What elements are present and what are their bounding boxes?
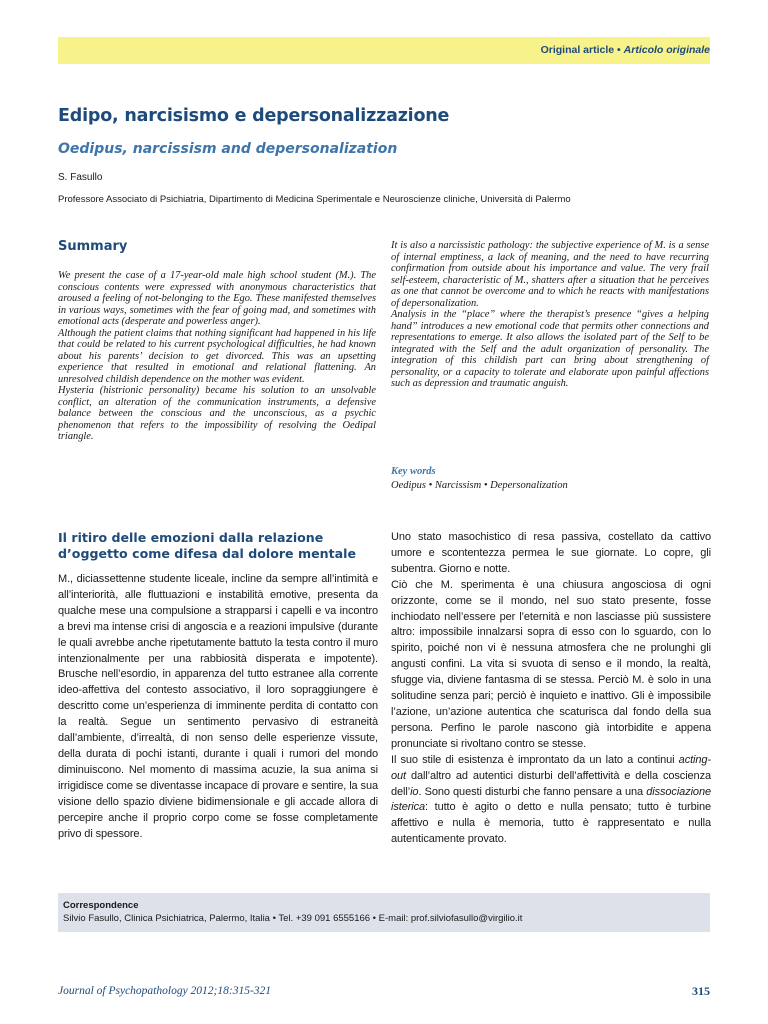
- author: S. Fasullo: [58, 172, 103, 183]
- correspondence-title: Correspondence: [63, 900, 139, 911]
- summary-paragraph: Analysis in the “place” where the therapist’s presence “gives a helping hand” introduces a new emotional code that permits other connections and representations to emerge. It also allows the isolated part of the Self to be integrated with the Self and the adult organization of personality. The integration of this childish part can bring about strengthening of personality, or a capacity to tolerate and elaborate upon painful affections such as depression and traumatic anguish.: [391, 309, 709, 389]
- emphasis-dissociazione: dissociazione isterica: [391, 785, 711, 814]
- summary-paragraph: We present the case of a 17-year-old male high school student (M.). The conscious contents were expressed with anonymous characteristics that aroused a feeling of not-belonging to the Ego. These manifested themselves in various ways, sometimes with the fear of going mad, and sometimes with emotional acts (desperate and powerless anger).: [58, 270, 376, 327]
- text-run: : tutto è agito o detto e nulla pensato; tutto è turbine affettivo e nulla è memoria, tutto è rappresentato e nulla autenticamente provato.: [391, 801, 711, 846]
- article-type-it: Articolo originale: [623, 44, 710, 56]
- keywords-list: Oedipus • Narcissism • Depersonalization: [391, 480, 568, 491]
- emphasis-io: io: [410, 785, 419, 798]
- summary-left-column: [58, 270, 376, 443]
- text-run: Il suo stile di esistenza è improntato da un lato a continui: [391, 753, 679, 766]
- footer-journal-citation: Journal of Psychopathology 2012;18:315-321: [58, 985, 272, 997]
- summary-paragraph: Although the patient claims that nothing significant had happened in his life that could be related to his current psychological difficulties, he had known about his parents’ decision to get divorced. This was an upsetting experience that resulted in emotional and relational flattening. An unresolved childish dependence on the mother was evident.: [58, 327, 376, 385]
- correspondence-box: [58, 893, 710, 932]
- body-left-column: [58, 572, 378, 842]
- bullet-separator: •: [617, 44, 621, 56]
- body-paragraph: Ciò che M. sperimenta è una chiusura angosciosa di ogni orizzonte, come se il mondo, nel suo stato presente, fosse inchiodato nell’essere per l’eternità e non lasciasse più sussistere altro: impossibile innalzarsi sopra di esso con lo sguardo, con lo spirito, poiché non vi è nessuna atmosfera che ne prolunghi gli angusti confini. La vita si svuota di senso e il mondo, la realtà, sfugge via, diviene fantasma di se stessa. Perciò M. è solo in una solitudine senza pari; perciò è inquieto e inattivo. Gli è impossibile l’azione, un’azione autentica che scaturisca dal fondo della sua persona. Perfino le parole nascono già intorbidite e appena pronunciate si rivoltano contro se stesse.: [391, 578, 711, 750]
- footer-page-number: 315: [692, 984, 710, 998]
- body-paragraph: Uno stato masochistico di resa passiva, costellato da cattivo umore e scontentezza permea le sue giornate. Lo copre, gli subentra. Giorno e notte.: [391, 531, 711, 575]
- article-subtitle: Oedipus, narcissism and depersonalization: [58, 141, 398, 157]
- affiliation: Professore Associato di Psichiatria, Dipartimento di Medicina Sperimentale e Neuroscienze cliniche, Università di Palermo: [58, 194, 571, 205]
- emphasis-acting-out: acting-out: [391, 753, 711, 782]
- summary-paragraph: It is also a narcissistic pathology: the subjective experience of M. is a sense of internal emptiness, a lack of meaning, and the need to have recurring confirmation from outside about his importance and value. The very frail self-esteem, characteristic of M., shatters after a situation that he perceives as one that cannot be overcome and to which he reacts with manifestations of depersonalization.: [391, 240, 709, 309]
- correspondence-text: Silvio Fasullo, Clinica Psichiatrica, Palermo, Italia • Tel. +39 091 6555166 • E-mail: prof.silviofasullo@virgilio.it: [63, 913, 523, 924]
- text-run: . Sono questi disturbi che fanno pensare a una: [418, 785, 647, 798]
- body-paragraph: [391, 753, 711, 848]
- article-type-en: Original article: [540, 44, 615, 56]
- body-right-column: [391, 530, 711, 848]
- summary-paragraph: Hysteria (histrionic personality) became his solution to an unsolvable conflict, an alteration of the communication instruments, a defensive balance between the conscious and the unconscious, as a psychic phenomenon that refers to the impossibility of resolving the Oedipal triangle.: [58, 385, 376, 442]
- article-title: Edipo, narcisismo e depersonalizzazione: [58, 106, 450, 126]
- keywords-heading: Key words: [391, 466, 436, 477]
- section-heading: Il ritiro delle emozioni dalla relazione d’oggetto come difesa dal dolore mentale: [58, 530, 356, 561]
- summary-heading: Summary: [58, 239, 128, 254]
- article-type-label: [541, 44, 710, 56]
- summary-right-column: [391, 240, 709, 390]
- body-paragraph: M., diciassettenne studente liceale, incline da sempre all’intimità e all’interiorità, alle fluttuazioni e instabilità emotive, presenta da qualche mese una compulsione a strapparsi i capelli e va incontro a brevi ma intense crisi di angoscia e a reazioni impulsive (durante le quali avrebbe anche ripetutamente battuto la testa contro il muro intenzionalmente per una rabbiosità disperata e impotente). Brusche nell’esordio, in apparenza del tutto estranee alla corrente ideo-affettiva del contesto associativo, il loro sopraggiungere è descritto come un’esperienza di imminente perdita di contatto con la realtà. Segue un sentimento pervasivo di estraneità dall’ambiente, d’irrealtà, di non senso delle esperienze vissute, della durata di pochi istanti, durante i quali i rumori del mondo diminuiscono. Nel momento di massima acuzie, la sua anima si irrigidisce come se diventasse incapace di provare e sentire, la sua visione dello spazio diviene bidimensionale e gli accade allora di percepire anche il proprio corpo come se fosse completamente privo di spessore.: [58, 573, 378, 840]
- text-run: dall’altro ad autentici disturbi dell’affettività e della coscienza dell’: [391, 769, 711, 798]
- header-band: [58, 37, 710, 64]
